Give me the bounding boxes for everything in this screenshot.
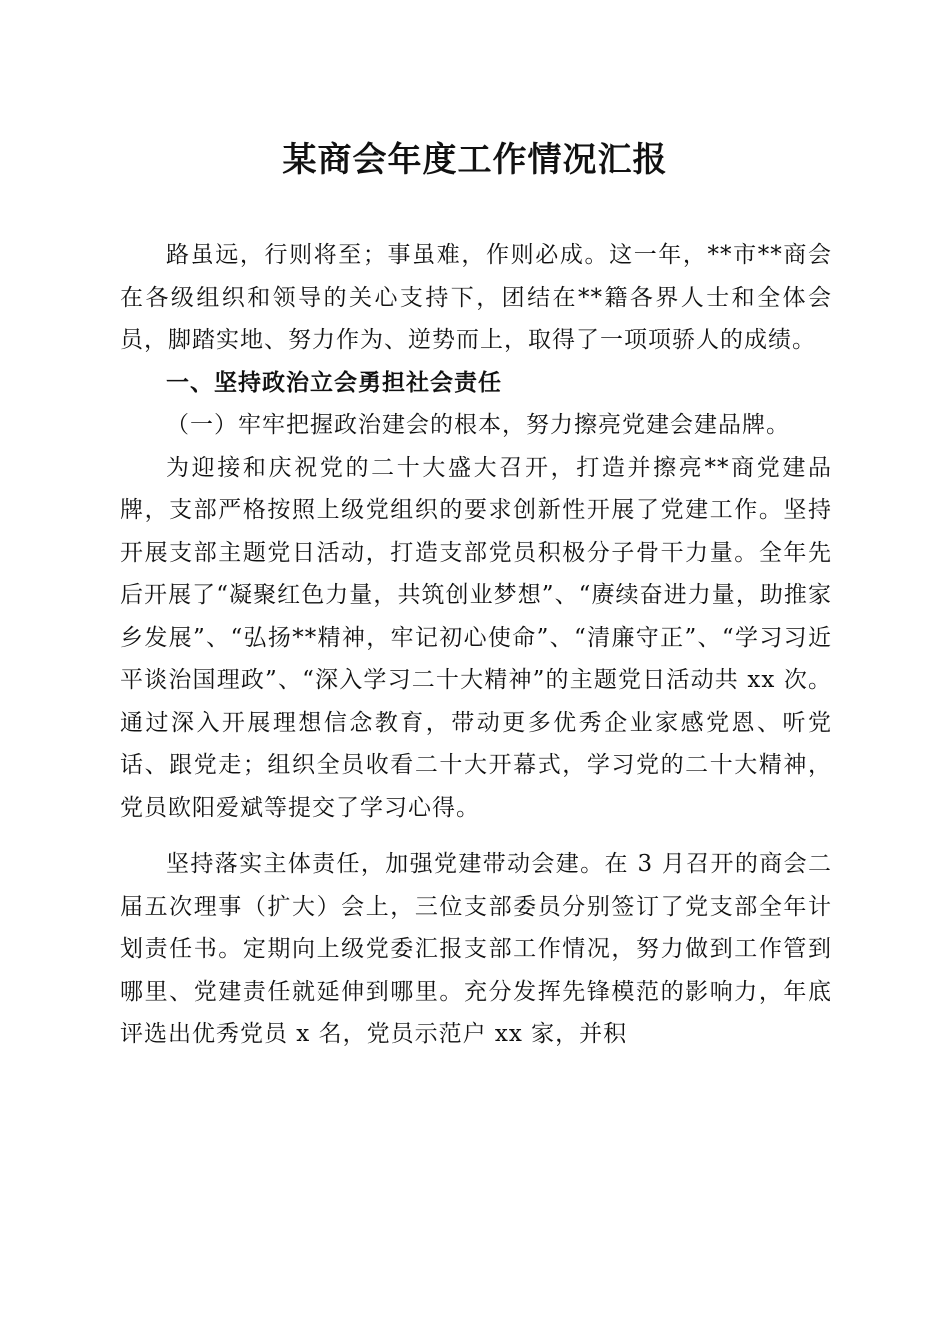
body-paragraph: 为迎接和庆祝党的二十大盛大召开，打造并擦亮**商党建品牌，支部严格按照上级党组织的要求创新性开展了党建工作。坚持开展支部主题党日活动，打造支部党员积极分子骨干力量。全年先后开展了“凝聚红色力量，共筑创业梦想”、“赓续奋进力量，助推家乡发展”、“弘扬**精神，牢记初心使命”、“清廉守正”、“学习习近平谈治国理政”、“深入学习二十大精神”的主题党日活动共 xx 次。通过深入开展理想信念教育，带动更多优秀企业家感党恩、听党话、跟党走；组织全员收看二十大开幕式，学习党的二十大精神，党员欧阳爱斌等提交了学习心得。	[120, 454, 832, 821]
paragraph-gap	[120, 829, 832, 843]
document-title: 某商会年度工作情况汇报	[282, 140, 668, 180]
section-heading: 一、坚持政治立会勇担社会责任	[166, 369, 502, 396]
subsection-heading: （一）牢牢把握政治建会的根本，努力擦亮党建会建品牌。	[166, 412, 790, 438]
document-body	[120, 234, 832, 1056]
body-paragraph: 坚持落实主体责任，加强党建带动会建。在 3 月召开的商会二届五次理事（扩大）会上，三位支部委员分别签订了党支部全年计划责任书。定期向上级党委汇报支部工作情况，努力做到工作管到哪里、党建责任就延伸到哪里。充分发挥先锋模范的影响力，年底评选出优秀党员 x 名，党员示范户 xx 家，并积	[120, 851, 832, 1047]
intro-paragraph: 路虽远，行则将至；事虽难，作则必成。这一年，**市**商会在各级组织和领导的关心支持下，团结在**籍各界人士和全体会员，脚踏实地、努力作为、逆势而上，取得了一项项骄人的成绩。	[120, 242, 832, 353]
